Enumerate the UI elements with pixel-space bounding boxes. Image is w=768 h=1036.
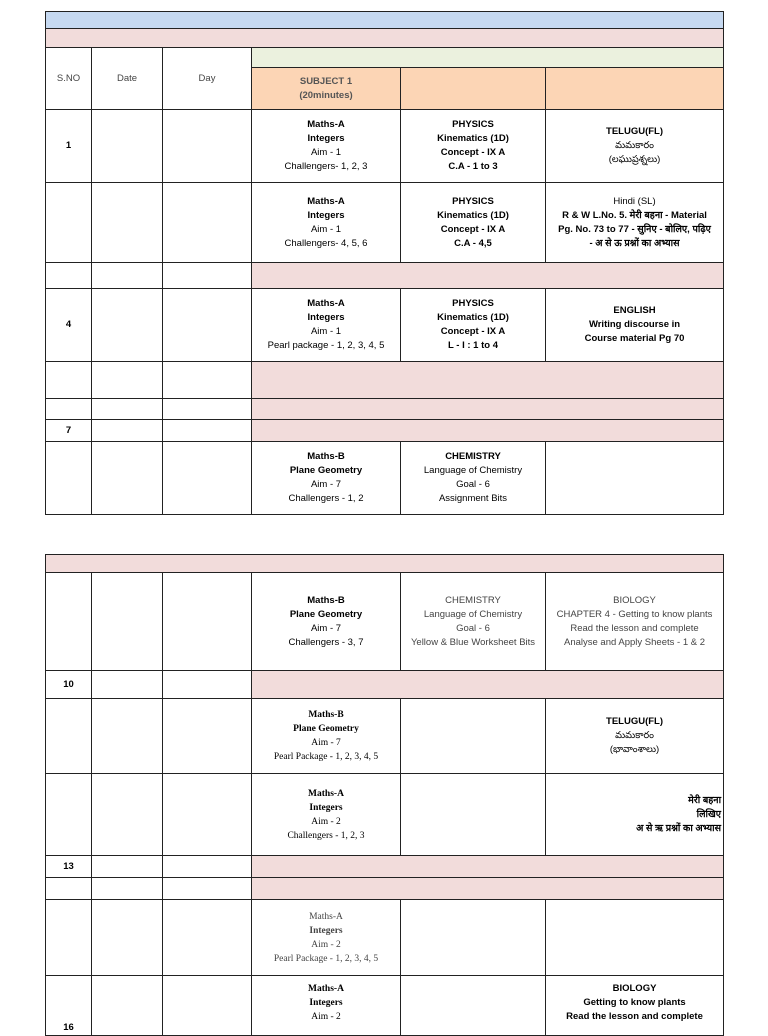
cell-line: Plane Geometry [293,724,359,734]
cell-line: Goal - 6 [456,479,490,490]
cell-line: Maths-A [309,911,343,922]
table-row [46,183,724,263]
cell-line: Aim - 7 [310,622,342,634]
table-row [46,110,724,183]
row-subject-1 [252,699,401,774]
table-row [46,289,724,362]
cell-line: - अ से ऊ प्रश्नों का अभ्यास [589,237,680,249]
cell-line: Maths-A [307,195,345,207]
cell-line: Challengers - 1, 2, 3 [287,830,365,841]
row-day [163,900,252,976]
cell-line: Integers [309,998,343,1008]
row-subject-2 [401,976,546,1036]
table-row [46,856,724,878]
subtitle-band [46,29,724,48]
row-date [92,878,163,900]
row-date [92,110,163,183]
subtitle-band-cell [46,555,724,573]
cell-line: TELUGU(FL) [606,716,664,727]
cell-line: PHYSICS [452,195,494,207]
cell-line: Yellow & Blue Worksheet Bits [410,636,536,648]
cell-line: Assignment Bits [438,493,508,504]
row-date [92,573,163,671]
row-subject-3 [546,699,724,774]
row-day [163,774,252,856]
row-date [92,362,163,399]
header-subject-1 [252,68,401,110]
row-sno [46,878,92,900]
cell-line: (లఘుప్రశ్నలు) [608,154,661,165]
cell-line: Read the lesson and complete [566,1011,703,1022]
table-row [46,900,724,976]
row-sno [46,699,92,774]
row-subject-1 [252,774,401,856]
holiday-band [252,399,724,420]
header-day: Day [163,48,252,110]
cell-line: Concept - IX A [440,326,506,337]
holiday-band [252,671,724,699]
cell-line: Concept - IX A [440,147,506,158]
cell-line: Maths-A [307,119,345,130]
row-day [163,110,252,183]
cell-line: (భావాంశాలు) [609,744,660,755]
row-subject-3 [546,900,724,976]
row-subject-1 [252,442,401,515]
cell-line: Challengers - 1, 2 [288,493,364,504]
cell-line: Language of Chemistry [423,465,523,476]
cell-line: Integers [307,209,345,221]
header-subject-1-time: (20minutes) [299,89,353,101]
subtitle-band-cell [46,29,724,48]
header-group-band [252,48,724,68]
header-subject-1-label: SUBJECT 1 [299,75,353,87]
cell-line: Writing discourse in [588,319,681,330]
row-sno [46,900,92,976]
header-subject-3 [546,68,724,110]
cell-line: अ से ऋ प्रश्नों का अभ्यास [636,822,722,834]
row-sno: 10 [46,671,92,699]
cell-line: Plane Geometry [289,608,363,620]
row-day [163,699,252,774]
cell-line: Maths-B [307,451,345,462]
table-row [46,420,724,442]
row-sno [46,263,92,289]
cell-line: CHEMISTRY [445,451,501,462]
row-subject-2 [401,573,546,671]
cell-line: Pearl package - 1, 2, 3, 4, 5 [267,340,385,351]
cell-line: मेरी बहना [688,794,722,806]
cell-line: Aim - 1 [310,223,342,235]
cell-line: Kinematics (1D) [437,312,509,323]
row-sno [46,774,92,856]
title-band-cell [46,12,724,29]
cell-line: BIOLOGY [612,983,657,994]
cell-line: TELUGU(FL) [606,126,664,137]
cell-line: Integers [309,802,343,813]
row-subject-3 [546,289,724,362]
subtitle-band [46,555,724,573]
cell-line: Pearl Package - 1, 2, 3, 4, 5 [273,953,379,964]
row-date [92,263,163,289]
cell-line: Aim - 1 [310,147,342,158]
cell-line: Challengers- 4, 5, 6 [284,237,368,249]
row-sno: 16 [46,976,92,1036]
cell-line: PHYSICS [452,298,494,309]
cell-line: CHEMISTRY [445,594,501,606]
cell-line: మమకారం [615,140,654,151]
cell-line: Integers [307,312,345,323]
row-day [163,856,252,878]
row-subject-3 [546,573,724,671]
cell-line: PHYSICS [452,119,494,130]
cell-line: Kinematics (1D) [437,133,509,144]
cell-line: Maths-A [308,788,344,799]
cell-line: लिखिए [696,808,722,820]
table-row [46,442,724,515]
title-band [46,12,724,29]
row-subject-1 [252,573,401,671]
row-day [163,671,252,699]
row-subject-1 [252,110,401,183]
row-sno [46,442,92,515]
row-subject-3 [546,774,724,856]
row-subject-2 [401,774,546,856]
row-day [163,289,252,362]
cell-line: Aim - 2 [311,939,341,950]
header-date: Date [92,48,163,110]
row-subject-2 [401,183,546,263]
row-date [92,671,163,699]
row-subject-2 [401,289,546,362]
cell-line: Getting to know plants [583,997,686,1008]
row-date [92,289,163,362]
row-day [163,420,252,442]
cell-line: C.A - 4,5 [454,237,492,249]
row-subject-1 [252,976,401,1036]
row-date [92,774,163,856]
row-day [163,573,252,671]
row-date [92,976,163,1036]
cell-line: Pearl Package - 1, 2, 3, 4, 5 [273,752,379,762]
cell-line: Challengers - 3, 7 [288,636,364,648]
table-row [46,671,724,699]
row-subject-1 [252,183,401,263]
cell-line: Language of Chemistry [423,608,523,620]
cell-line: Pg. No. 73 to 77 - सुनिए - बोलिए, पढ़िए [558,223,711,235]
cell-line: Challengers- 1, 2, 3 [284,161,368,172]
table-row [46,878,724,900]
header-row-top [46,48,724,68]
row-subject-3 [546,442,724,515]
cell-line: Aim - 1 [310,326,342,337]
row-date [92,856,163,878]
cell-line: Maths-B [307,594,345,606]
row-subject-3 [546,110,724,183]
cell-line: Aim - 7 [310,479,342,490]
row-subject-1 [252,289,401,362]
row-day [163,442,252,515]
cell-line: Integers [307,133,345,144]
table-row [46,976,724,1036]
row-sno [46,362,92,399]
cell-line: CHAPTER 4 - Getting to know plants [556,608,713,620]
header-sno: S.NO [46,48,92,110]
row-subject-2 [401,699,546,774]
table-row [46,399,724,420]
cell-line: Maths-A [308,984,344,994]
cell-line: BIOLOGY [613,594,656,606]
row-date [92,420,163,442]
cell-line: Goal - 6 [456,622,490,634]
row-day [163,362,252,399]
row-day [163,878,252,900]
row-day [163,183,252,263]
cell-line: Kinematics (1D) [437,209,509,221]
cell-line: Read the lesson and complete [570,622,699,634]
holiday-band [252,263,724,289]
cell-line: Course material Pg 70 [584,333,685,344]
row-sno: 4 [46,289,92,362]
row-subject-3 [546,976,724,1036]
cell-line: Aim - 7 [311,738,341,748]
cell-line: R & W L.No. 5. मेरी बहना - Material [562,209,707,221]
cell-line: Aim - 2 [311,1012,341,1022]
row-day [163,976,252,1036]
row-date [92,399,163,420]
cell-line: Analyse and Apply Sheets - 1 & 2 [564,636,706,648]
row-date [92,900,163,976]
cell-line: Aim - 2 [311,816,341,827]
row-sno [46,573,92,671]
cell-line: Integers [309,925,343,936]
schedule-table-2 [45,554,724,1036]
cell-line: మమకారం [615,730,654,741]
row-subject-3 [546,183,724,263]
row-date [92,183,163,263]
row-sno: 7 [46,420,92,442]
holiday-band [252,420,724,442]
row-sno [46,183,92,263]
row-subject-2 [401,110,546,183]
table-row [46,573,724,671]
table-row [46,774,724,856]
holiday-band [252,856,724,878]
row-day [163,263,252,289]
table-row [46,263,724,289]
cell-line: Hindi (SL) [613,195,656,207]
cell-line: Plane Geometry [289,465,363,476]
row-subject-2 [401,900,546,976]
row-date [92,699,163,774]
cell-line: ENGLISH [613,305,656,316]
cell-line: Maths-B [308,710,344,720]
row-day [163,399,252,420]
cell-line: Maths-A [307,298,345,309]
cell-line: L - I : 1 to 4 [448,340,498,351]
row-sno: 13 [46,856,92,878]
schedule-table-1 [45,11,724,515]
table-row [46,362,724,399]
row-sno: 1 [46,110,92,183]
row-subject-2 [401,442,546,515]
cell-line: Concept - IX A [440,223,506,235]
cell-line: C.A - 1 to 3 [448,161,498,172]
holiday-band [252,878,724,900]
table-row [46,699,724,774]
holiday-band [252,362,724,399]
row-sno [46,399,92,420]
row-date [92,442,163,515]
row-subject-1 [252,900,401,976]
header-subject-2 [401,68,546,110]
